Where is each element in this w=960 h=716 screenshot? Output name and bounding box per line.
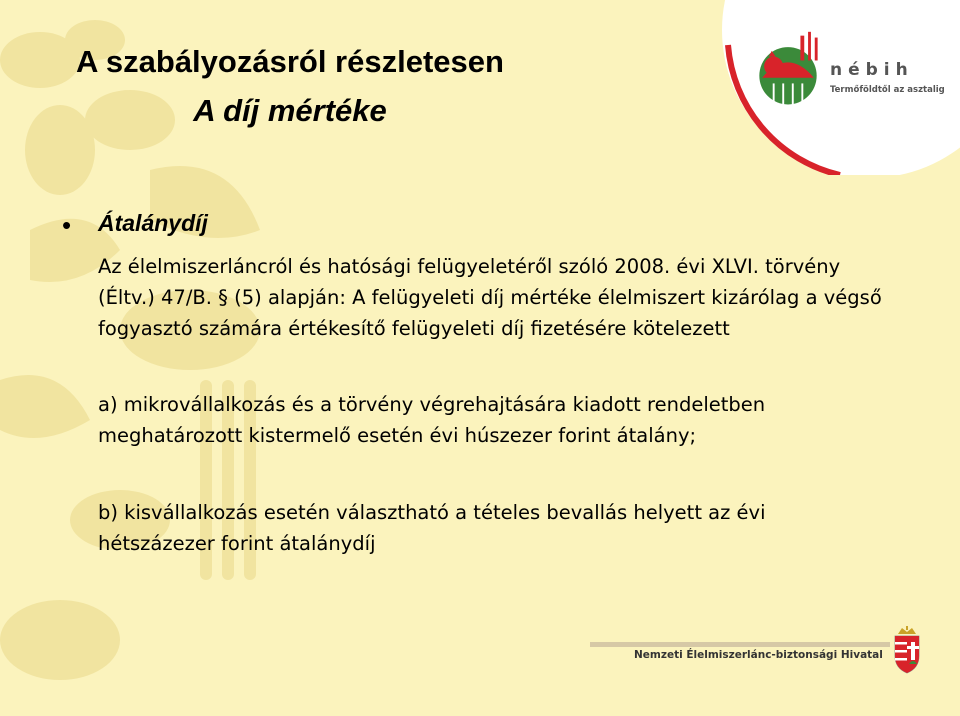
bullet-icon: • — [62, 210, 72, 240]
paragraph-item-b: b) kisvállalkozás esetén választható a tételes bevallás helyett az évi hétszázezer forint átalánydíj — [98, 501, 766, 555]
paragraph-item-a: a) mikrovállalkozás és a törvény végrehajtására kiadott rendeletben meghatározott kistermelő esetén évi húszezer forint átalány; — [98, 393, 766, 447]
slide-subtitle: A díj mértéke — [193, 93, 387, 128]
hungarian-coat-of-arms-icon — [892, 626, 922, 674]
slide-title: A szabályozásról részletesen — [76, 44, 504, 79]
footer-organization: Nemzeti Élelmiszerlánc-biztonsági Hivatal — [634, 649, 883, 661]
brand-name: nébih — [830, 60, 914, 80]
bullet-heading: Átalánydíj — [98, 210, 208, 236]
brand-tagline: Termőföldtől az asztalig — [830, 85, 945, 95]
footer-divider — [590, 642, 890, 647]
paragraph-law-reference: Az élelmiszerláncról és hatósági felügyeletéről szóló 2008. évi XLVI. törvény (Éltv.) 47/B. § (5) alapján: A felügyeleti díj mértéke élelmiszert kizárólag a végső fogyasztó számára értékesítő felügyeleti díj fizetésére kötelezett — [98, 255, 882, 340]
